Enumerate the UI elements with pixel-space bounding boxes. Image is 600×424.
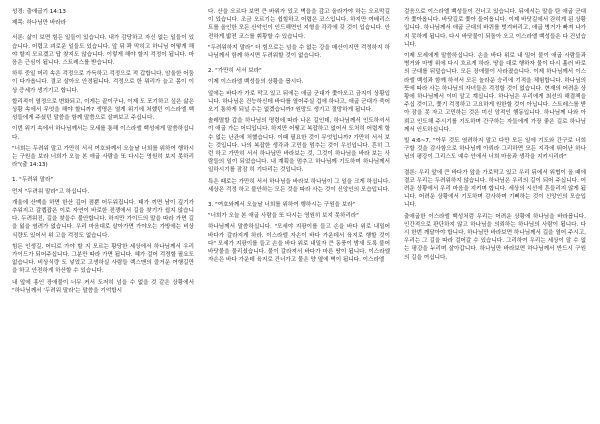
paragraph: "너희는 두려워 말고 가만히 서서 여호와께서 오늘날 너희를 위하여 행하시는 구원을 보라 너희가 오늘 본 애굽 사람을 또 다시는 영원히 보지 못하리라"(출 14:13) bbox=[12, 145, 194, 169]
paragraph: 다. 산을 오르다 보면 큰 바위가 있고 벽을을 갚고 올라가야 하는 오르막길이 있습니다. 조금 오르기는 쉽힐하고 어렵은 코스입니다. 하지만 여배리스트를 올인한 모든 산악인이 인드해면인 지형을 각각에 갖 것이 입습니다. 안전하게 밟전 코스를 휘황할 수 있습니다. bbox=[208, 9, 390, 40]
paragraph: 내 앞에 홍인 장애물이 너무 커서 도저히 넘을 수 없을 것 같은 상황에서 "하나님께서 '두려워 말라'는 말씀을 기억합시 bbox=[12, 279, 194, 294]
paragraph: "너희가 오늘 본 애굽 사람을 또 다시는 영원히 보지 못하리라" bbox=[208, 213, 359, 220]
column-middle bbox=[208, 8, 390, 420]
paragraph: 먼저 "두려워 말라"고 하십니다. bbox=[12, 188, 90, 195]
paragraph: 출애굽한 이스라엘 백성처럼 우리는 어려운 상황에 하나님을 바라봅니다. 인간적으로 판단하지 않고 하나님을 의뢰하는 하나님의 사람이 됩니다. 다시 한번 깨달아야 합니다. 하나님만 바라보면 하나님께서 길을 열어 주시고, 우리는 그 길을 따라 걸어갈 수 있습니다. 그리하여 우리는 세상이 알 수 없는 평강을 누리며 살아갑니다. 하나님만 바라보면 하나님께서 반드시 구원의 길을 여십니다. bbox=[404, 213, 586, 261]
paragraph: "두려워하지 말라" 더 힘으로는 넘을 수 없는 강을 매산이지만 걱정하지 하나님께서 함께 하시면 두려워할 것이 없습니다. bbox=[208, 44, 390, 60]
scripture-reference: 성경: 출애굽기 14:13 bbox=[12, 9, 66, 15]
conclusion-paragraph: 결론: 우리 앞에 큰 바다가 앞을 가로막고 있고 우리 뒤에서 위협이 올 때에 결코 우리는 두려워하지 않습니다. 하나님은 우리의 길이 되어 주십니다. 어려운 상황에서 우리 마음을 지키며 합니다. 세상의 시선에 흔들리지 않게 됩니다. 어려운 상황에서 기도하며 감사하며 기뻐하는 것이 신앙인의 모습입니다. bbox=[404, 169, 586, 209]
section-heading: 1. "두려워 말라" bbox=[12, 177, 54, 184]
paragraph: 이제 모세에게 말씀하십니다. 손을 바다 위로 내 밀어 물이 애굽 사람들과 병거와 마병 위에 다시 흐르게 하라. 땅을 대로 행하자 물이 다시 흘러 바로의 군대를 뒤덮습니다. 모든 장애물이 사라졌습니다. 이제 하나님께서 이스라엘 백성과 함께 하셔서 모든 놀라운 승리에 기적을 체험합니다. 하나님의 뜻에 따라 사는 하나님의 자녀들은 걱정할 것이 없습니다. 현재의 어려운 상황에 하나님께서 이미 알고 계십니다. 하나님은 우리에게 최선의 해결책을 주십 것이고, 쫓기 걱정하고 고요하게 원한할 것이 아닙니다. 스트레스를 받아 잠을 못 자고 고민하는 것은 미신 앙적인 행동입니다. 하나님께 나와 아뢰고 인도해 주시기를 기도하며 간구하는 자들에게 가장 좋은 길로 하나님께서 인도하십니다. bbox=[404, 53, 586, 133]
paragraph: 앞에는 바다가 가로 막고 있고 뒤에는 애굽 군대가 쫓아오고 금지이 상황입니다. 하나님은 건능하신데 바다를 열어주실 겁에 하나고, 애굽 군대가 죽어오기 통하게 되널 수는 없겠습니까? 원망도 생기고 절망하게 됩니다. bbox=[208, 90, 390, 114]
bible-verse: 빌 4:6~7, "아무 것도 염려하지 말고 다만 모든 일에 기도와 간구로 너희 구할 것을 감사함으로 하나님께 아뢰라 그리하면 모든 지각에 뛰어난 하나님의 평강이 그리스도 예수 안에서 너희 마음과 생각을 지키시리라" bbox=[404, 138, 586, 161]
paragraph: 이번 위기 속에서 하나님께서는 모세를 통해 이스라엘 백성에게 말씀하십니다. bbox=[12, 126, 194, 141]
paragraph: 이제 이스라엘 백성들의 상황을 봅시다. bbox=[208, 79, 304, 86]
sermon-title: 제목: 하나님만 바라라 bbox=[12, 20, 67, 27]
paragraph: 하나님께서 말씀하십니다. "모세야 지팡이를 들고 손을 바다 위로 내밀어 바다가 갈라지게 하라. 이스라엘 자손이 바다 가운데서 육지로 행할 것이다" 모세가 지팡이를 들고 손을 바다 위로 내밀자 큰 동풍이 밤새 도록 불어 바닷물을 물리셨습니다. 물이 갈라져서 바다가 마른 땅이 됩니다. 이스라엘 자손은 바다 가운데 육지로 건너가고 물은 양 옆에 벽이 됩니다. 이스라엘 bbox=[208, 224, 390, 264]
paragraph: 솔레멸할 갑을 하나님의 명령에 따라 나온 길인데, 하나님께서 인도하셔서 이 애굽 가는 어디입니다. 하지만 어떻고 복잡하고 없어서 도처히 어렵게 할 수 없는 난관에 처했습니다. 이때 필요한 것이 무엇입니까? 가만히 서서 보는 것입니다. 나의 복잡한 생각과 고민을 멈추는 것이 우선입니다. 흔히 그런 하고 가만히 서서 하나님만 바라보는 것, 그것이 하나님을 바라 보는 사람들의 일이 되었습니다. 내 계획을 멈추고 하나님께 기도하며 하나님께서 일하시기를 잠잠 히 기다리는 것입니다. bbox=[208, 118, 390, 174]
section-heading: 2. "가만히 서서 보라" bbox=[208, 68, 262, 75]
paragraph: 개울에 산맥을 하면 한산 깊어 점뿐 어두워집니다. 태가 끼면 남이 깊기가 추워지고 갈렙잡은 이로 자연이 바로한 전쟁에서 길을 찾기가 쉽지 않습니다. 두려워진, 길을 찾을수 불안합니다. 하지만 가이드의 말을 따라 가면 길을 잃을 염려가 없습니다. 우리 마음대로 살아가면 가야오는 가방에는 비상식량도 있어서 위 고을 걱정도 없습니다. bbox=[12, 199, 194, 239]
paragraph: 합리적이 열정으로 변화되고, 이게는 끝이구나, 이제 도 포기하고 싶은 삶은 상황 속에서 무엇을 해야 할니까? 생명은 열게 위기에 처했던 이스라엘 백성들에게 주셨던 말씀을 함께 말씀으로 살펴보고 주십니다. bbox=[12, 98, 194, 122]
paragraph: 힘든 인생길, 어디로 가야 할 지 모르는 황당한 세상에서 하나님께서 우리 가이드가 되어주십니다. 그분만 따라 가면 됩니다. 혜가 걸어 걱정할 필요도 없습니다. 비상식량 도 넣었고 고생하실 사람들 렉스맨의 즐거운 여행길만을 하고 안전하게 하산할 수 있습니다. bbox=[12, 243, 194, 275]
paragraph: 특은 때로는 가만히 서서 하나님을 바라보 하나님이 그 일을 크게 하십니다. 세상은 걱정 하고 불안하는 모든 것을 따라 사는 것이 신앙인의 모습입니다. bbox=[208, 178, 390, 193]
paragraph: 서론: 삶이 보면 힘든 일들이 있습니다. 내가 감당하고 자신 없는 일들이 있습니다. 어렵고 괴로운 일들도 있습니다. 앞 뒤 꽉 막히고 하니님 어떻게 해야 할지 모르겠고 답 찾지도 않습니다. 이렇게 해야 할지 걱정이 됩니다. 마음은 근심이 됩니다. 스트레스를 받습니다. bbox=[12, 35, 194, 67]
section-heading: 3. "여호와께서 오늘날 너희를 위하여 행하시는 구원을 보라" bbox=[208, 202, 356, 209]
paragraph: 하루 중일 머리 속은 걱정으로 가득하고 걱정으로 적 갑합니다. 암울한 어둠이 다가옵니다. 결코 살아오 안정됩니다. 걱정으로 한 뭐리가 늘고 몸이 이상 증세가 생기기고 합니다. bbox=[12, 71, 194, 94]
column-right bbox=[404, 8, 586, 420]
paragraph: 걸음으로 이스라엘 백성들이 건너고 있습니다. 뒤에서는 말을 탄 애굽 군대가 쫓아옵니다. 바닷길로 쫓아 들어옵니다. 이제 바닷길에서 갇히게 된 상황입니다. 하나님께서 애굽 군대의 바퀴를 벗겨버리고, 애굽 병거가 빠져 나가지 못하게 됩니다. 다시 바닷물이 되돌아 오고 이스라엘 백성들은 다 건넜습니다. bbox=[404, 9, 586, 48]
column-left bbox=[12, 8, 194, 420]
